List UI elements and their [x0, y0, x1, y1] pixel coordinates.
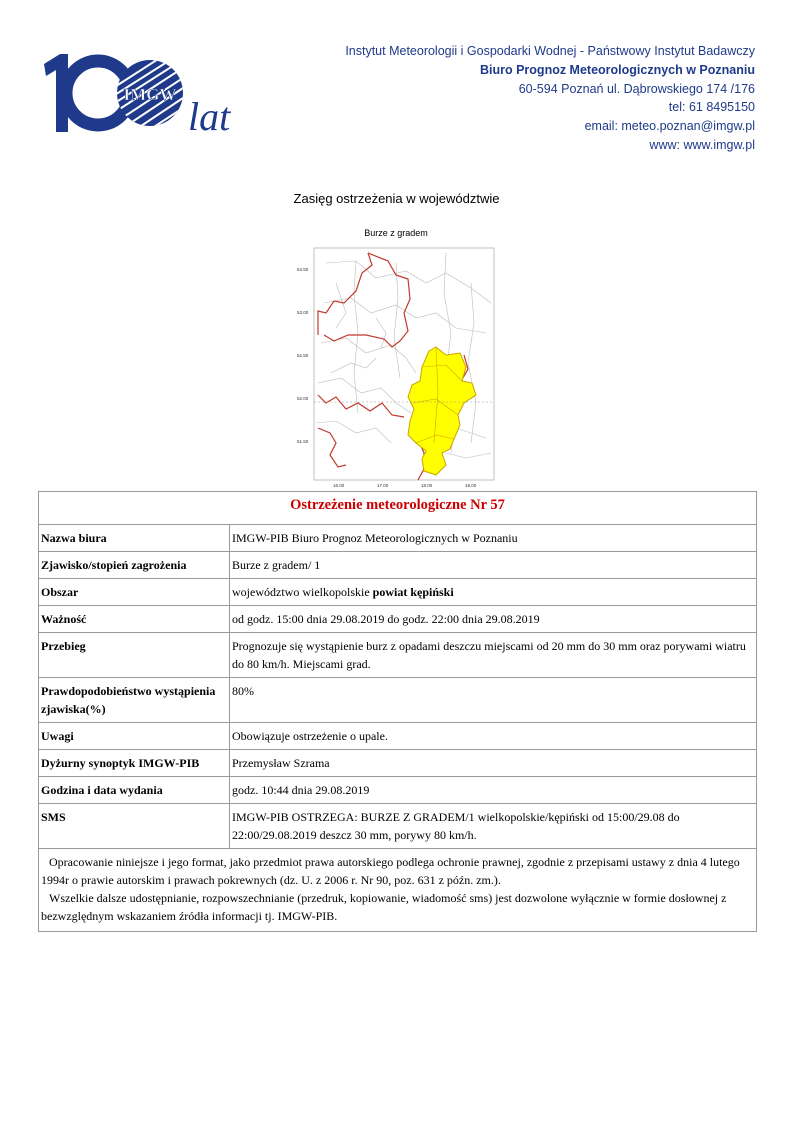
redistribution-note-paragraph: Wszelkie dalsze udostępnianie, rozpowszechnianie (przedruk, kopiowanie, wiadomość sms) jest dozwolone wyłącznie w formie dosłownej z bezwzględnym wskazaniem źródła informacji tj. IMGW-PIB. [41, 891, 727, 923]
imgw-100-lat-logo [40, 50, 245, 138]
row-label-office: Nazwa biura [39, 525, 230, 552]
table-row [39, 633, 757, 678]
table-row [39, 525, 757, 552]
table-row [39, 750, 757, 777]
map-x-tick: 17.00 [377, 483, 389, 488]
warning-title-row [39, 492, 757, 525]
row-value-area [230, 579, 757, 606]
institute-header [345, 42, 755, 155]
copyright-note-paragraph: Opracowanie niniejsze i jego format, jako przedmiot prawa autorskiego podlega ochronie prawnej, zgodnie z przepisami ustawy z dnia 4 lutego 1994r o prawie autorskim i prawach pokrewnych (dz. U. z 2006 r. Nr 90, poz. 631 z późn. zm.). [41, 855, 740, 887]
map-x-tick: 18.00 [421, 483, 433, 488]
map-y-tick: 52.50 [297, 353, 309, 358]
map-y-tick: 53.00 [297, 310, 309, 315]
row-value-course: Prognozuje się wystąpienie burz z opadami deszczu miejscami od 20 mm do 30 mm oraz porywami wiatru do 80 km/h. Miejscami grad. [230, 633, 757, 678]
table-row [39, 606, 757, 633]
map-title: Burze z gradem [364, 228, 428, 238]
table-row [39, 579, 757, 606]
table-row [39, 678, 757, 723]
warning-title: Ostrzeżenie meteorologiczne Nr 57 [39, 492, 757, 525]
table-row [39, 552, 757, 579]
office-name: Biuro Prognoz Meteorologicznych w Poznaniu [479, 62, 755, 77]
map-y-tick: 52.00 [297, 396, 309, 401]
map-caption: Zasięg ostrzeżenia w województwie [293, 191, 500, 206]
row-value-probability: 80% [230, 678, 757, 723]
row-value-validity: od godz. 15:00 dnia 29.08.2019 do godz. 22:00 dnia 29.08.2019 [230, 606, 757, 633]
row-label-probability: Prawdopodobieństwo wystąpienia zjawiska(%) [39, 678, 230, 723]
table-row [39, 723, 757, 750]
copyright-note-row [39, 849, 757, 932]
logo-lat-text: lat [188, 94, 231, 138]
svg-text:IMGW: IMGW [123, 85, 177, 104]
map-y-tick: 53.50 [297, 267, 309, 272]
office-website[interactable]: www: www.imgw.pl [649, 137, 755, 152]
row-value-forecaster: Przemysław Szrama [230, 750, 757, 777]
row-label-issued: Godzina i data wydania [39, 777, 230, 804]
row-label-phenomenon: Zjawisko/stopień zagrożenia [39, 552, 230, 579]
area-county: powiat kępiński [372, 585, 454, 599]
map-x-tick: 16.00 [333, 483, 345, 488]
office-address: 60-594 Poznań ul. Dąbrowskiego 174 /176 [518, 81, 755, 96]
row-label-forecaster: Dyżurny synoptyk IMGW-PIB [39, 750, 230, 777]
row-value-issued: godz. 10:44 dnia 29.08.2019 [230, 777, 757, 804]
row-value-sms: IMGW-PIB OSTRZEGA: BURZE Z GRADEM/1 wielkopolskie/kępiński od 15:00/29.08 do 22:00/29.08.2019 deszcz 30 mm, porywy 80 km/h. [230, 804, 757, 849]
table-row [39, 804, 757, 849]
row-label-area: Obszar [39, 579, 230, 606]
map-y-tick: 51.50 [297, 439, 309, 444]
warning-table [38, 491, 757, 932]
row-label-sms: SMS [39, 804, 230, 849]
row-label-course: Przebieg [39, 633, 230, 678]
row-label-validity: Ważność [39, 606, 230, 633]
map-x-tick: 19.00 [465, 483, 477, 488]
row-label-remarks: Uwagi [39, 723, 230, 750]
area-voivodeship: województwo wielkopolskie [232, 585, 373, 599]
row-value-phenomenon: Burze z gradem/ 1 [230, 552, 757, 579]
row-value-office: IMGW-PIB Biuro Prognoz Meteorologicznych w Poznaniu [230, 525, 757, 552]
institute-name: Instytut Meteorologii i Gospodarki Wodnej - Państwowy Instytut Badawczy [345, 44, 755, 58]
office-phone: tel: 61 8495150 [668, 100, 755, 115]
warning-area-map [296, 243, 496, 490]
office-email[interactable]: email: meteo.poznan@imgw.pl [584, 119, 755, 134]
row-value-remarks: Obowiązuje ostrzeżenie o upale. [230, 723, 757, 750]
copyright-note [39, 849, 757, 932]
table-row [39, 777, 757, 804]
